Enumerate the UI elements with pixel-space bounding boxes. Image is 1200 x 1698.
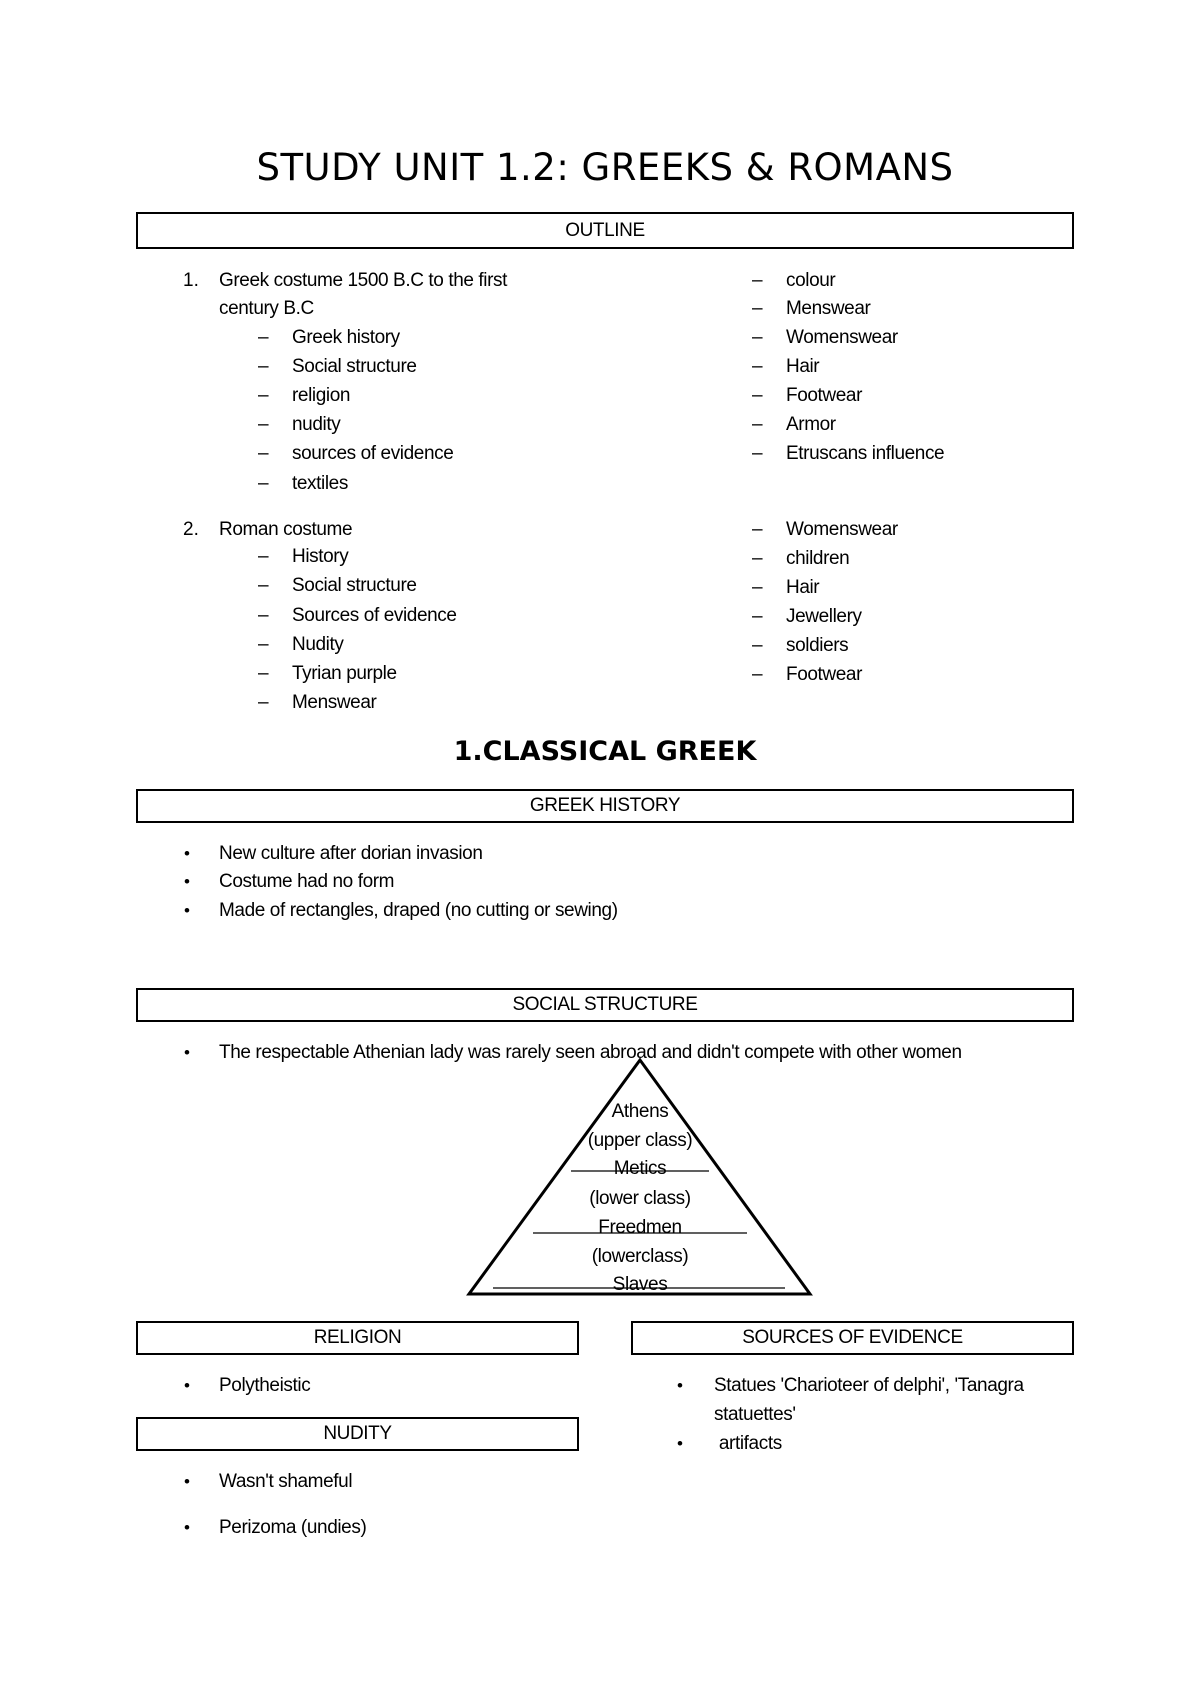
pyramid-label-athens: Athens [611, 1101, 669, 1122]
dash: – [258, 692, 269, 713]
dash: – [752, 548, 763, 569]
list-item: Womenswear [786, 327, 898, 348]
list-item: Social structure [292, 575, 417, 596]
dash: – [752, 443, 763, 464]
outline-header [136, 212, 1074, 249]
pyramid-label-slaves: Slaves [612, 1274, 668, 1295]
dash: – [258, 575, 269, 596]
pyramid-label-freedmen: Freedmen [598, 1217, 682, 1238]
list-item: Hair [786, 356, 820, 377]
bullet-icon: • [184, 844, 190, 863]
dash: – [258, 385, 269, 406]
dash: – [752, 519, 763, 540]
dash: – [752, 414, 763, 435]
nudity-bullet-2: Perizoma (undies) [219, 1517, 367, 1538]
dash: – [752, 635, 763, 656]
section-heading: 1.CLASSICAL GREEK [453, 736, 757, 767]
list-item: Nudity [292, 634, 344, 655]
dash: – [258, 473, 269, 494]
dash: – [752, 385, 763, 406]
dash: – [752, 606, 763, 627]
outline-item2-line1: Roman costume [219, 519, 353, 540]
list-item: Armor [786, 414, 836, 435]
dash: – [258, 327, 269, 348]
list-item: Sources of evidence [292, 605, 457, 626]
outline-header-label: OUTLINE [565, 220, 645, 241]
list-item: Womenswear [786, 519, 898, 540]
list-item: History [292, 546, 349, 567]
greek-history-header-label: GREEK HISTORY [529, 795, 681, 816]
list-item: Menswear [786, 298, 871, 319]
dash: – [258, 634, 269, 655]
sources-bullet-1-line1: Statues 'Charioteer of delphi', 'Tanagra [714, 1375, 1024, 1396]
bullet-icon: • [677, 1434, 683, 1453]
social-structure-header-label: SOCIAL STRUCTURE [512, 994, 698, 1015]
nudity-bullet-1: Wasn't shameful [219, 1471, 353, 1492]
outline-item1-line1: Greek costume 1500 B.C to the first [219, 270, 508, 291]
sources-bullet-1-line2: statuettes' [714, 1404, 796, 1425]
religion-header [136, 1321, 579, 1355]
list-item: Costume had no form [219, 871, 395, 892]
list-item: New culture after dorian invasion [219, 843, 483, 864]
pyramid-label-lower-class: (lower class) [589, 1188, 691, 1209]
social-structure-bullet: The respectable Athenian lady was rarely seen abroad and didn't compete with other women [219, 1042, 962, 1063]
outline-item1-line2: century B.C [219, 298, 314, 319]
list-item: Menswear [292, 692, 377, 713]
sources-header-label: SOURCES OF EVIDENCE [742, 1327, 963, 1348]
list-item: Hair [786, 577, 820, 598]
bullet-icon: • [184, 1472, 190, 1491]
pyramid-label-metics: Metics [613, 1158, 667, 1179]
dash: – [258, 605, 269, 626]
sources-bullet-2: artifacts [714, 1433, 782, 1454]
social-structure-header [136, 988, 1074, 1022]
list-item: children [786, 548, 850, 569]
dash: – [258, 663, 269, 684]
pyramid-label-lowerclass: (lowerclass) [591, 1246, 689, 1267]
list-item: Made of rectangles, draped (no cutting or sewing) [219, 900, 618, 921]
list-item: nudity [292, 414, 341, 435]
dash: – [752, 664, 763, 685]
dash: – [258, 356, 269, 377]
bullet-icon: • [184, 901, 190, 920]
list-item: textiles [292, 473, 348, 494]
outline-item1-number: 1. [183, 270, 199, 291]
list-item: sources of evidence [292, 443, 454, 464]
bullet-icon: • [677, 1376, 683, 1395]
dash: – [752, 356, 763, 377]
dash: – [752, 298, 763, 319]
dash: – [752, 270, 763, 291]
bullet-icon: • [184, 1043, 190, 1062]
list-item: Footwear [786, 385, 863, 406]
list-item: Jewellery [786, 606, 862, 627]
dash: – [752, 577, 763, 598]
pyramid-label-upper-class: (upper class) [587, 1130, 693, 1151]
sources-header [631, 1321, 1074, 1355]
outline-item2-number: 2. [183, 519, 199, 540]
dash: – [258, 414, 269, 435]
nudity-header [136, 1417, 579, 1451]
nudity-header-label: NUDITY [323, 1423, 392, 1444]
list-item: Social structure [292, 356, 417, 377]
bullet-icon: • [184, 872, 190, 891]
greek-history-header [136, 789, 1074, 823]
dash: – [258, 443, 269, 464]
dash: – [752, 327, 763, 348]
religion-bullet: Polytheistic [219, 1375, 311, 1396]
list-item: colour [786, 270, 836, 291]
page-title: STUDY UNIT 1.2: GREEKS & ROMANS [256, 146, 954, 189]
dash: – [258, 546, 269, 567]
list-item: Greek history [292, 327, 400, 348]
religion-header-label: RELIGION [313, 1327, 402, 1348]
list-item: Etruscans influence [786, 443, 945, 464]
list-item: soldiers [786, 635, 849, 656]
bullet-icon: • [184, 1518, 190, 1537]
list-item: Tyrian purple [292, 663, 397, 684]
list-item: religion [292, 385, 351, 406]
list-item: Footwear [786, 664, 863, 685]
bullet-icon: • [184, 1376, 190, 1395]
